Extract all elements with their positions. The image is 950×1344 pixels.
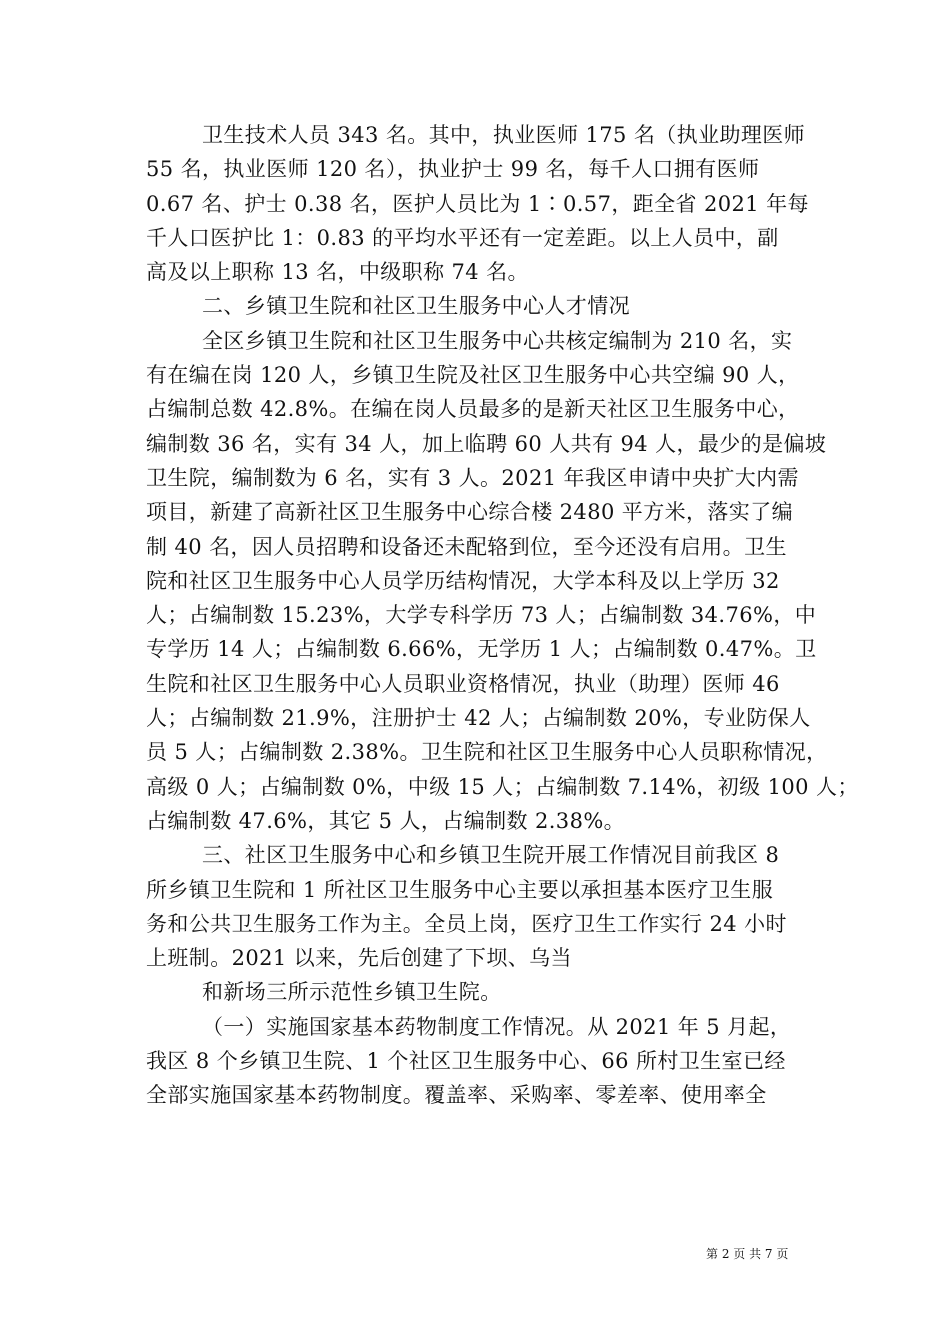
text-line: 占编制总数 42.8%。在编在岗人员最多的是新天社区卫生服务中心，	[146, 397, 800, 422]
text-line: 和新场三所示范性乡镇卫生院。	[202, 980, 502, 1005]
subsection-heading-1: （一）实施国家基本药物制度工作情况。从 2021 年 5 月起，	[202, 1014, 792, 1039]
text-line: 卫生院，编制数为 6 名，实有 3 人。2021 年我区申请中央扩大内需	[146, 465, 799, 490]
text-line: 55 名，执业医师 120 名），执业护士 99 名，每千人口拥有医师	[146, 157, 760, 182]
text-line: 0.67 名、护士 0.38 名，医护人员比为 1∶0.57，距全省 2021 年每	[146, 191, 809, 216]
text-line: 项目，新建了高新社区卫生服务中心综合楼 2480 平方米，落实了编	[146, 500, 793, 525]
text-line: 上班制。2021 以来，先后创建了下坝、乌当	[146, 946, 572, 971]
text-line: 千人口医护比 1：0.83 的平均水平还有一定差距。以上人员中，副	[146, 225, 779, 250]
text-line: 全区乡镇卫生院和社区卫生服务中心共核定编制为 210 名，实	[202, 328, 793, 353]
text-line: 高级 0 人；占编制数 0%，中级 15 人；占编制数 7.14%，初级 100 人；	[146, 774, 859, 799]
text-line: 人；占编制数 15.23%，大学专科学历 73 人；占编制数 34.76%，中	[146, 603, 817, 628]
text-line: 卫生技术人员 343 名。其中，执业医师 175 名（执业助理医师	[202, 123, 806, 147]
text-line: 生院和社区卫生服务中心人员职业资格情况，执业（助理）医师 46	[146, 671, 780, 696]
text-line: 我区 8 个乡镇卫生院、1 个社区卫生服务中心、66 所村卫生室已经	[146, 1049, 786, 1074]
text-line: 制 40 名，因人员招聘和设备还未配辂到位，至今还没有启用。卫生	[146, 534, 787, 559]
document-body	[146, 118, 859, 1113]
text-line: 占编制数 47.6%，其它 5 人，占编制数 2.38%。	[146, 808, 626, 833]
section-heading-3: 三、社区卫生服务中心和乡镇卫生院开展工作情况目前我区 8	[202, 843, 780, 868]
text-line: 高及以上职称 13 名，中级职称 74 名。	[146, 260, 529, 285]
text-line: 有在编在岗 120 人，乡镇卫生院及社区卫生服务中心共空编 90 人，	[146, 363, 800, 388]
text-line: 全部实施国家基本药物制度。覆盖率、采购率、零差率、使用率全	[146, 1083, 767, 1108]
page-number-footer: 第 2 页 共 7 页	[706, 1247, 789, 1261]
text-line: 人；占编制数 21.9%，注册护士 42 人；占编制数 20%，专业防保人	[146, 706, 811, 731]
text-line: 院和社区卫生服务中心人员学历结构情况，大学本科及以上学历 32	[146, 568, 780, 593]
text-line: 专学历 14 人；占编制数 6.66%，无学历 1 人；占编制数 0.47%。卫	[146, 637, 817, 662]
text-line: 员 5 人；占编制数 2.38%。卫生院和社区卫生服务中心人员职称情况，	[146, 740, 828, 765]
text-line: 所乡镇卫生院和 1 所社区卫生服务中心主要以承担基本医疗卫生服	[146, 877, 774, 902]
text-line: 务和公共卫生服务工作为主。全员上岗，医疗卫生工作实行 24 小时	[146, 911, 787, 936]
section-heading-2: 二、乡镇卫生院和社区卫生服务中心人才情况	[202, 294, 630, 319]
text-line: 编制数 36 名，实有 34 人，加上临聘 60 人共有 94 人，最少的是偏坡	[146, 431, 827, 456]
